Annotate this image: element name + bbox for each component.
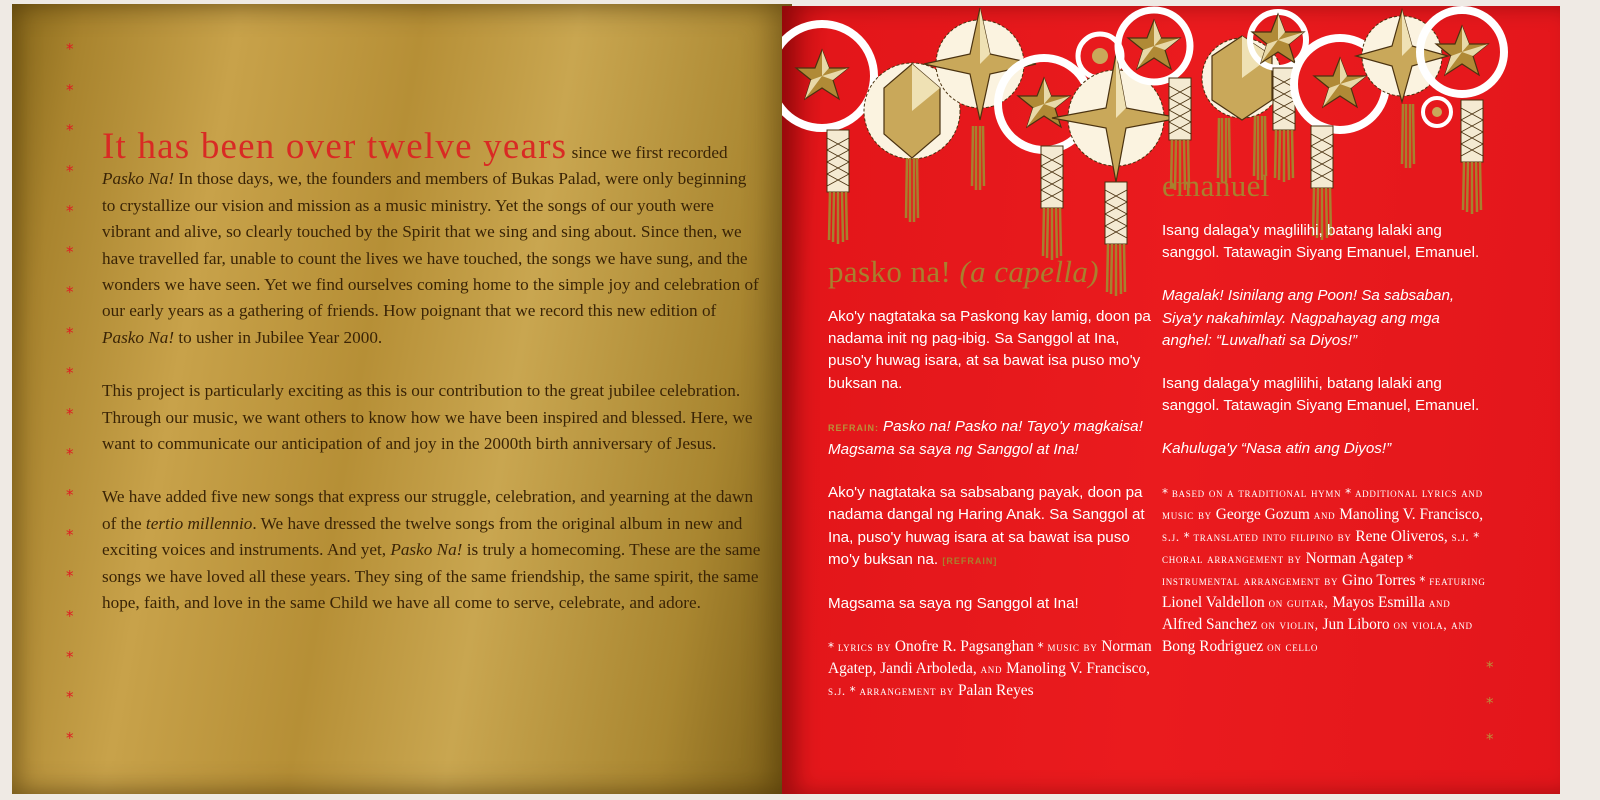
refrain: REFRAIN: Pasko na! Pasko na! Tayo'y magkaisa! Magsama sa saya ng Sanggol at Ina! <box>828 417 1143 459</box>
song-emanuel <box>1162 168 1492 658</box>
lantern-star-center <box>1052 54 1180 182</box>
verse-1: Ako'y nagtataka sa Paskong kay lamig, doon pa nadama init ng pag-ibig. Sa Sanggol at Ina, puso'y huwag isara, at sa bawat isa puso mo'y buksan na. <box>828 308 1151 392</box>
red-star-icon: * <box>66 404 74 423</box>
red-star-icon: * <box>66 161 74 180</box>
verse-2: Ako'y nagtataka sa sabsabang payak, doon pa nadama dangal ng Haring Anak. Sa Sanggol at Ina, puso'y huwag isara at sa bawat isa puso mo'y buksan na. [REFRAIN] <box>828 484 1145 568</box>
verse-2: Isang dalaga'y maglilihi, batang lalaki ang sanggol. Tatawagin Siyang Emanuel, Emanuel. <box>1162 375 1480 415</box>
red-star-icon: * <box>66 647 74 666</box>
lantern-ring <box>782 24 874 128</box>
red-star-border <box>66 42 80 771</box>
closing-italic: Kahuluga'y “Nasa atin ang Diyos!” <box>1162 440 1392 458</box>
red-star-icon: * <box>66 202 74 220</box>
lead-heading: It has been over twelve years <box>102 126 568 167</box>
liner-notes-intro <box>102 126 762 644</box>
closing-line: Magsama sa saya ng Sanggol at Ina! <box>828 595 1079 613</box>
red-star-icon: * <box>66 485 74 504</box>
song-title-emanuel: emanuel <box>1162 168 1270 203</box>
song-pasko-na <box>828 254 1153 702</box>
red-star-icon: * <box>66 566 74 585</box>
left-page-gold <box>12 4 792 794</box>
gold-side-stars: * * * <box>1486 658 1494 748</box>
verse-1: Isang dalaga'y maglilihi, batang lalaki ang sanggol. Tatawagin Siyang Emanuel, Emanuel. <box>1162 222 1480 262</box>
red-star-icon: * <box>66 526 74 544</box>
red-star-icon: * <box>66 80 74 99</box>
red-star-icon: * <box>66 728 74 747</box>
red-star-icon: * <box>66 121 74 139</box>
song-credits-pasko-na: * lyrics by Onofre R. Pagsanghan * music by Norman Agatep, Jandi Arboleda, and Manoling V. Francisco, s.j. * arrangement by Palan Reyes <box>828 638 1152 700</box>
song-credits-emanuel: * based on a traditional hymn * additional lyrics and music by George Gozum and Manoling V. Francisco, s.j. * translated into filipino by Rene Oliveros, s.j. * choral arrangement by Norman Agatep * instrumental arrangement by Gino Torres * featuring Lionel Valdellon on guitar, Mayos Esmilla and Alfred Sanchez on violin, Jun Liboro on viola, and Bong Rodriguez on cello <box>1162 484 1486 655</box>
red-star-icon: * <box>66 364 74 382</box>
right-page-red <box>782 6 1560 794</box>
red-star-icon: * <box>66 323 74 342</box>
red-star-icon: * <box>66 242 74 261</box>
red-star-icon: * <box>66 607 74 625</box>
intro-paragraph-2: This project is particularly exciting as this is our contribution to the great jubilee celebration. Through our music, we want others to know how we have been inspired and blessed. Here, we want to communicate our anticipation of and joy in the 2000th birth anniversary of Jesus. <box>102 381 753 454</box>
red-star-icon: * <box>66 40 74 58</box>
red-star-icon: * <box>66 283 74 301</box>
intro-paragraph-3: We have added five new songs that express our struggle, celebration, and yearning at the dawn of the tertio millennio. We have dressed the twelve songs from the original album in new and exciting voices and instruments. And yet, Pasko Na! is truly a homecoming. These are the same songs we have loved all these years. They sing of the same friendship, the same spirit, the same hope, faith, and love in the same Child we have all come to serve, celebrate, and adore. <box>102 487 761 613</box>
chorus-italic: Magalak! Isinilang ang Poon! Sa sabsaban, Siya'y nakahimlay. Nagpahayag ang mga anghel: “Luwalhati sa Diyos!” <box>1162 287 1455 349</box>
lantern-ring-tiny <box>1423 98 1451 126</box>
intro-paragraph-1: It has been over twelve years since we first recorded Pasko Na! In those days, we, the founders and members of Bukas Palad, were only beginning to crystallize our vision and mission as a music ministry. Yet the songs of our youth were vibrant and alive, so clearly touched by the Spirit that we sing and sing about. Since then, we have travelled far, unable to count the lives we have touched, the songs we have sung, and the wonders we have seen. Yet we find ourselves coming home to the simple joy and celebration of our early years as a gathering of friends. How poignant that we record this new edition of Pasko Na! to usher in Jubilee Year 2000. <box>102 126 759 347</box>
song-title-pasko-na: pasko na! (a capella) <box>828 254 1099 289</box>
lantern-ring-3 <box>1118 10 1190 82</box>
red-star-icon: * <box>66 688 74 706</box>
red-star-icon: * <box>66 445 74 463</box>
cd-booklet-spread <box>12 4 1592 796</box>
